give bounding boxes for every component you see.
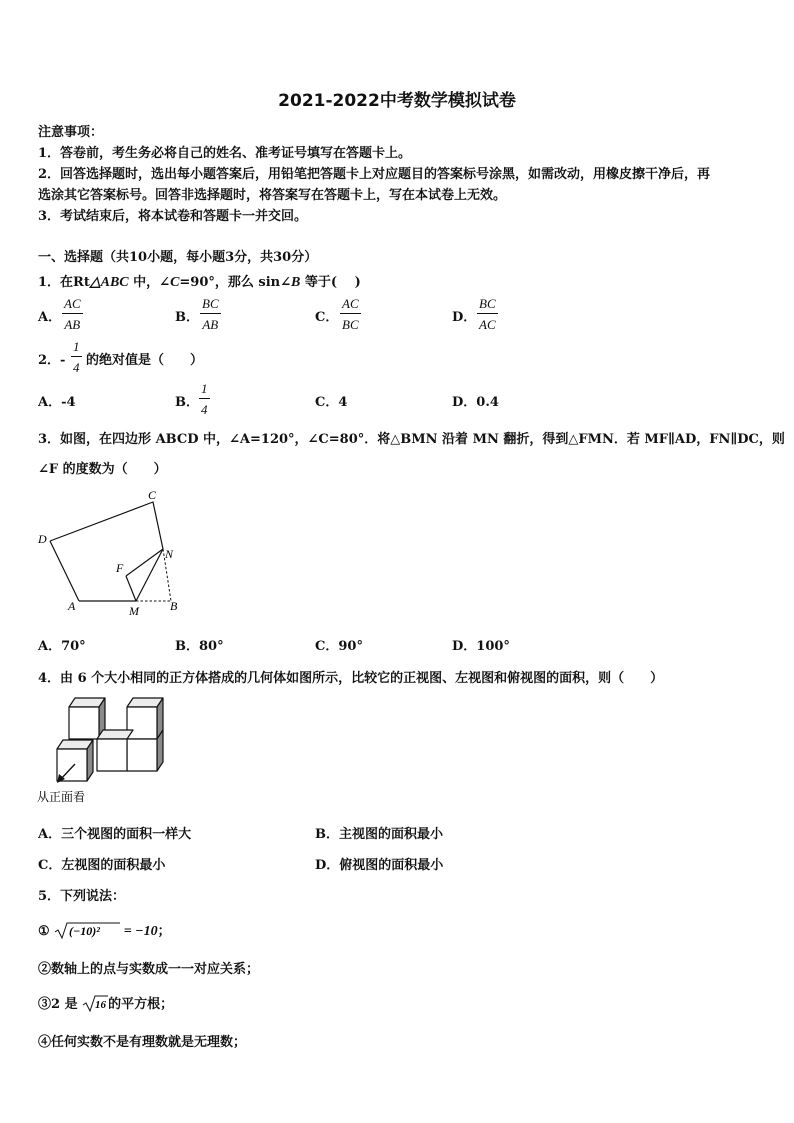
label-c: C: [148, 488, 157, 502]
q3-stem-line1: 3．如图，在四边形 ABCD 中，∠A=120°，∠C=80°．将△BMN 沿着 MN 翻折，得到△FMN．若 MF∥AD，FN∥DC，则: [38, 432, 785, 447]
cube-top-face: [97, 730, 133, 739]
q3-option-d: D．100°: [452, 639, 510, 654]
q4-option-c: C．左视图的面积最小: [38, 858, 166, 873]
cube-front-face: [127, 707, 157, 739]
q2-option-c: C．4: [315, 395, 348, 410]
cube-front-face: [69, 707, 99, 739]
label-m: M: [129, 604, 139, 618]
q1-option-d-label: D．: [452, 310, 477, 325]
notice-item-2-cont: 选涂其它答案标号。回答非选择题时，将答案写在答题卡上，写在本试卷上无效。: [38, 188, 507, 203]
q4-option-a: A．三个视图的面积一样大: [38, 827, 192, 842]
q1-option-c-fraction: $\frac{AC}{BC}$: [342, 296, 359, 332]
fold-line-mn: [136, 549, 163, 601]
q3-option-a: A．70°: [38, 639, 86, 654]
sqrt-sign-icon: [54, 921, 120, 939]
label-f: F: [116, 561, 124, 575]
q5-statement-2: ②数轴上的点与实数成一一对应关系；: [38, 962, 260, 977]
q2-option-b-label: B．: [175, 395, 199, 410]
notice-item-3: 3．考试结束后，将本试卷和答题卡一并交回。: [38, 209, 308, 224]
notice-item-2: 2．回答选择题时，选出每小题答案后，用铅笔把答题卡上对应题目的答案标号涂黑，如需改动，用橡皮擦干净后，再: [38, 167, 711, 182]
q2-fraction: $\frac{1}{4}$: [73, 339, 80, 375]
q1-option-a-fraction: $\frac{AC}{AB}$: [64, 296, 81, 332]
q3-quadrilateral-figure: [32, 484, 192, 619]
q5-statement-3: ③2 是 16 的平方根；: [38, 993, 173, 1012]
segment-fm: [126, 576, 136, 601]
q1-stem: 1．在Rt△ABC 中，∠C=90°，那么 sin∠B 等于( ): [38, 275, 361, 290]
q2-option-b-fraction: $\frac{1}{4}$: [201, 381, 208, 417]
label-a: A: [68, 599, 76, 613]
q3-option-b: B．80°: [175, 639, 224, 654]
sqrt-sign-icon: [82, 994, 108, 1012]
q4-option-b: B．主视图的面积最小: [315, 827, 443, 842]
q5-statement-1: ① (−10)² = −10；: [38, 920, 171, 940]
q5-stem: 5．下列说法：: [38, 889, 126, 904]
svg-text:16: 16: [95, 999, 107, 1011]
q2-option-d: D．0.4: [452, 395, 499, 410]
cube-front-face: [127, 739, 157, 771]
q1-option-b-fraction: $\frac{BC}{AB}$: [202, 296, 219, 332]
q2-option-a: A．-4: [38, 395, 76, 410]
q4-stem: 4．由 6 个大小相同的正方体搭成的几何体如图所示，比较它的正视图、左视图和俯视图的面积，则（ ）: [38, 671, 664, 686]
label-n: N: [165, 547, 174, 561]
q1-option-c-label: C．: [315, 310, 339, 325]
q1-option-a-label: A．: [38, 310, 62, 325]
q2-stem-prefix: 2．-: [38, 353, 66, 368]
label-b: B: [170, 599, 178, 613]
segment-fn: [126, 549, 163, 576]
q3-option-c: C．90°: [315, 639, 363, 654]
quad-edge-da: [50, 541, 79, 601]
svg-text:(−10)²: (−10)²: [69, 924, 101, 938]
q4-cube-figure: [35, 692, 171, 806]
q1-option-b-label: B．: [175, 310, 199, 325]
q3-stem-line2: ∠F 的度数为（ ）: [38, 462, 167, 477]
q1-option-d-fraction: $\frac{BC}{AC}$: [479, 296, 496, 332]
cube-front-face: [97, 739, 127, 771]
label-d: D: [38, 532, 47, 546]
notice-item-1: 1．答卷前，考生务必将自己的姓名、准考证号填写在答题卡上。: [38, 146, 412, 161]
notice-heading: 注意事项：: [38, 125, 104, 140]
quad-edge-dc: [50, 502, 163, 549]
section-heading: 一、选择题（共10小题，每小题3分，共30分）: [38, 250, 318, 265]
q2-stem-suffix: 的绝对值是（ ）: [86, 353, 204, 368]
q4-figure-caption: 从正面看: [37, 790, 86, 804]
q4-option-d: D．俯视图的面积最小: [315, 858, 444, 873]
q5-statement-4: ④任何实数不是有理数就是无理数；: [38, 1035, 247, 1050]
page-title: 2021-2022中考数学模拟试卷: [278, 91, 516, 111]
